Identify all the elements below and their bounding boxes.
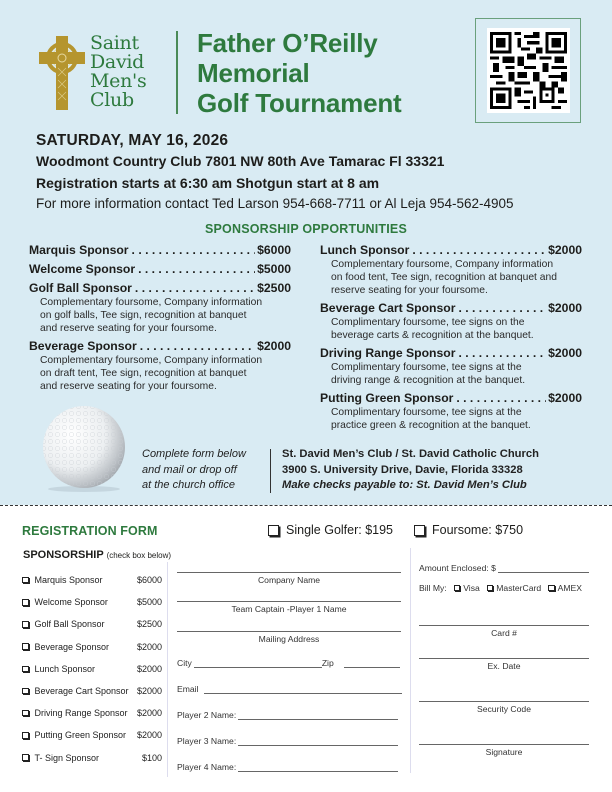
checkbox[interactable] [22, 577, 29, 584]
sponsor-name: Golf Ball Sponsor [29, 281, 132, 295]
city-zip-field[interactable]: City Zip [177, 658, 400, 668]
checkbox[interactable] [454, 585, 461, 592]
sponsor-price: $2000 [257, 339, 291, 353]
amount-enclosed-field[interactable]: Amount Enclosed: $ [419, 563, 589, 573]
qr-code-icon[interactable] [487, 28, 570, 113]
church-street: 3900 S. University Drive, Davie, Florida 33328 [282, 463, 523, 476]
visa-option[interactable]: Visa [454, 583, 480, 593]
sponsorship-column-right [320, 243, 582, 436]
event-location: Woodmont Country Club 7801 NW 80th Ave Tamarac Fl 33321 [36, 153, 445, 169]
church-name: St. David Men’s Club / St. David Catholic Church [282, 448, 539, 460]
card-number-field[interactable]: Card # [419, 625, 589, 638]
amex-option[interactable]: AMEX [548, 583, 582, 593]
checkbox[interactable] [487, 585, 494, 592]
sponsor-item [320, 391, 582, 432]
event-info [36, 131, 514, 215]
signature-field[interactable]: Signature [419, 744, 589, 757]
checkbox[interactable] [22, 710, 29, 717]
checks-payable: Make checks payable to: St. David Men’s Club [282, 479, 527, 491]
sponsor-name: Putting Green Sponsor [320, 391, 454, 405]
checkbox[interactable] [22, 599, 29, 606]
sponsor-price: $2000 [548, 391, 582, 405]
sponsor-name: Driving Range Sponsor [320, 346, 456, 360]
logo-text [90, 34, 146, 110]
single-golfer-checkbox[interactable] [268, 525, 279, 536]
sponsorship-column-left [29, 243, 291, 397]
sponsorship-option[interactable]: Lunch Sponsor $2000 [22, 658, 162, 680]
sponsorship-checklist [22, 569, 162, 769]
sponsor-name: Beverage Sponsor [29, 339, 137, 353]
tournament-title [197, 28, 402, 118]
qr-code-frame[interactable] [475, 18, 581, 123]
mailing-divider [270, 449, 271, 493]
email-field[interactable]: Email [177, 684, 402, 694]
checkbox[interactable] [22, 643, 29, 650]
sponsor-item [320, 301, 582, 342]
mailing-instructions: Complete form below and mail or drop off at the church office [142, 448, 246, 491]
sponsor-item [29, 339, 291, 393]
sponsor-item [29, 281, 291, 335]
sponsorship-form-heading: SPONSORSHIP (check box below) [23, 549, 172, 561]
sponsorship-option[interactable]: Marquis Sponsor $6000 [22, 569, 162, 591]
sponsor-name: Welcome Sponsor [29, 262, 136, 276]
sponsor-description: Complementary foursome, Company information on draft tent, Tee sign, recognition at banquet and reserve seating for your foursome. [40, 355, 263, 392]
mailing-address-field[interactable]: Mailing Address [177, 631, 401, 644]
sponsor-item [320, 243, 582, 297]
sponsor-item [320, 346, 582, 387]
title-line: Golf Tournament [197, 88, 402, 118]
player3-input[interactable] [238, 738, 398, 746]
zip-input[interactable] [344, 660, 400, 668]
checkbox[interactable] [22, 754, 29, 761]
event-times: Registration starts at 6:30 am Shotgun start at 8 am [36, 175, 380, 191]
mastercard-option[interactable]: MasterCard [487, 583, 541, 593]
player4-input[interactable] [238, 764, 398, 772]
checkbox[interactable] [548, 585, 555, 592]
sponsorship-option[interactable]: Welcome Sponsor $5000 [22, 591, 162, 613]
bill-my-options: Bill My: Visa MasterCard AMEX [419, 583, 583, 593]
golf-ball-icon [33, 403, 135, 493]
church-address [282, 447, 539, 494]
team-captain-field[interactable]: Team Captain -Player 1 Name [177, 601, 401, 614]
logo-line: Club [90, 89, 134, 111]
player4-field[interactable]: Player 4 Name: [177, 762, 398, 772]
cut-line [0, 505, 612, 506]
sponsor-item [29, 243, 291, 258]
sponsor-description: Complimentary foursome, tee signs on the beverage carts & recognition at the banquet. [331, 317, 534, 341]
email-input[interactable] [204, 686, 402, 694]
sponsor-description: Complimentary foursome, tee signs at the practice green & recognition at the banquet. [331, 407, 531, 431]
sponsorship-option[interactable]: Golf Ball Sponsor $2500 [22, 613, 162, 635]
sponsor-description: Complementary foursome, Company information on food tent, Tee sign, recognition at banquet and reserve seating for your foursome. [331, 259, 557, 296]
event-contact: For more information contact Ted Larson 954-668-7711 or Al Leja 954-562-4905 [36, 196, 514, 211]
title-line: Memorial [197, 58, 310, 88]
foursome-checkbox[interactable] [414, 525, 425, 536]
sponsor-description: Complementary foursome, Company information on golf balls, Tee sign, recognition at banquet and reserve seating for your foursome. [40, 297, 263, 334]
foursome-option[interactable] [414, 523, 523, 537]
sponsorship-option[interactable]: T- Sign Sponsor $100 [22, 747, 162, 769]
sponsorship-option[interactable]: Beverage Sponsor $2000 [22, 636, 162, 658]
sponsorship-heading: SPONSORSHIP OPPORTUNITIES [204, 222, 408, 236]
single-golfer-option[interactable] [268, 523, 393, 537]
sponsorship-option[interactable]: Driving Range Sponsor $2000 [22, 702, 162, 724]
event-date: SATURDAY, MAY 16, 2026 [36, 132, 229, 149]
payment-section [419, 563, 589, 757]
logo-line: David [90, 51, 145, 73]
celtic-cross-icon [38, 34, 86, 112]
sponsorship-option[interactable]: Beverage Cart Sponsor $2000 [22, 680, 162, 702]
sponsor-name: Lunch Sponsor [320, 243, 410, 257]
logo-line: Men's [90, 70, 147, 92]
sponsor-price: $2000 [548, 243, 582, 257]
exp-date-field[interactable]: Ex. Date [419, 658, 589, 671]
security-code-field[interactable]: Security Code [419, 701, 589, 714]
logo-divider [176, 31, 178, 114]
single-golfer-label: Single Golfer: $195 [286, 523, 394, 537]
sponsor-item [29, 262, 291, 277]
company-name-field[interactable]: Company Name [177, 572, 401, 585]
player3-field[interactable]: Player 3 Name: [177, 736, 398, 746]
sponsorship-option[interactable]: Putting Green Sponsor $2000 [22, 724, 162, 746]
checkbox[interactable] [22, 621, 29, 628]
player2-field[interactable]: Player 2 Name: [177, 710, 398, 720]
player2-input[interactable] [238, 712, 398, 720]
form-divider [167, 562, 168, 777]
sponsor-name: Marquis Sponsor [29, 243, 129, 257]
sponsor-name: Beverage Cart Sponsor [320, 301, 456, 315]
sponsor-price: $6000 [257, 243, 291, 257]
logo-line: Saint [90, 32, 139, 54]
foursome-label: Foursome: $750 [432, 523, 524, 537]
checkbox[interactable] [22, 688, 29, 695]
checkbox[interactable] [22, 666, 29, 673]
sponsor-price: $2500 [257, 281, 291, 295]
sponsor-price: $2000 [548, 301, 582, 315]
city-input[interactable] [194, 660, 322, 668]
form-divider [410, 548, 411, 773]
checkbox[interactable] [22, 732, 29, 739]
club-logo [38, 34, 173, 114]
amount-input[interactable] [498, 565, 589, 573]
registration-form-title: REGISTRATION FORM [22, 524, 158, 538]
sponsor-description: Complimentary foursome, tee signs at the driving range & recognition at the banquet. [331, 362, 526, 386]
title-line: Father O’Reilly [197, 28, 378, 58]
sponsor-price: $2000 [548, 346, 582, 360]
sponsor-price: $5000 [257, 262, 291, 276]
